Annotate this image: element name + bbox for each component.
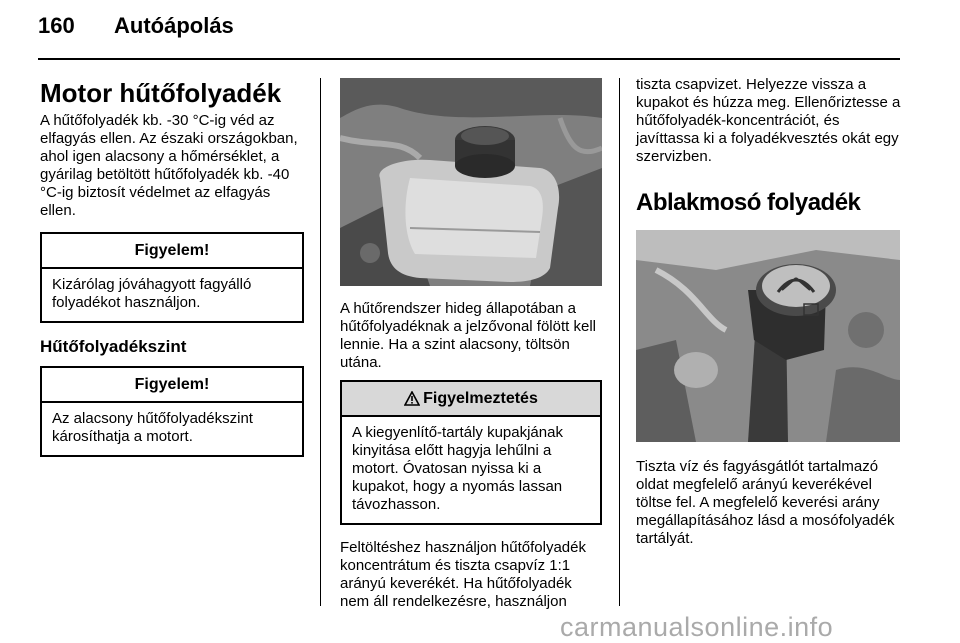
notice-box-1 [40, 232, 304, 323]
coolant-heading: Motor hűtőfolyadék [40, 78, 282, 108]
notice-box-2 [40, 366, 304, 457]
warning-title: Figyelmeztetés [423, 389, 538, 407]
notice-title-1: Figyelem! [42, 234, 302, 269]
notice-text-1: Kizárólag jóváhagyott fagyálló folyadékot használjon. [52, 276, 252, 311]
coolant-caption: A hűtőrendszer hideg állapotában a hűtőfolyadéknak a jelzővonal fölött kell lennie. Ha a szint alacsony, töltsön utána. [340, 300, 596, 371]
column-2 [340, 68, 602, 611]
washer-reservoir-image [636, 230, 900, 442]
watermark: carmanualsonline.info [560, 612, 834, 642]
coolant-level-subheading: Hűtőfolyadékszint [40, 337, 187, 356]
section-title: Autóápolás [114, 13, 234, 38]
column-3 [636, 68, 904, 548]
washer-fluid-heading: Ablakmosó folyadék [636, 189, 861, 216]
washer-caption: Tiszta víz és fagyásgátlót tartalmazó oldat megfelelő arányú keverékével töltse fel. A megfelelő keverési arány megállapításához lásd a mosófolyadék tartályát. [636, 458, 895, 547]
notice-text-2: Az alacsony hűtőfolyadékszint károsíthatja a motort. [52, 410, 253, 445]
coolant-fill-text: Feltöltéshez használjon hűtőfolyadék koncentrátum és tiszta csapvíz 1:1 arányú keverékét. Ha hűtőfolyadék nem áll rendelkezésre, használjon [340, 539, 586, 610]
page-number: 160 [38, 13, 75, 38]
header-rule [38, 58, 900, 60]
coolant-intro: A hűtőfolyadék kb. -30 °C-ig véd az elfagyás ellen. Az északi országokban, ahol igen alacsony a hőmérséklet, a gyárilag betöltött hűtőfolyadék kb. -40 °C-ig biztosít védelmet az elfagyás ellen. [40, 112, 298, 219]
warning-triangle-icon [404, 391, 420, 406]
column-divider-left [320, 78, 321, 606]
warning-header [342, 382, 600, 417]
warning-text: A kiegyenlítő-tartály kupakjának kinyitása előtt hagyja lehűlni a motort. Óvatosan nyissa ki a kupakot, hogy a nyomás lassan távozhasson. [352, 424, 563, 513]
notice-title-2: Figyelem! [42, 368, 302, 403]
column-divider-right [619, 78, 620, 606]
warning-box [340, 380, 602, 525]
coolant-reservoir-image [340, 78, 602, 286]
column-1 [40, 68, 304, 457]
coolant-continuation: tiszta csapvizet. Helyezze vissza a kupakot és húzza meg. Ellenőriztesse a hűtőfolyadék-koncentrációt, és javíttassa ki a folyadékvesztés okát egy szervizben. [636, 76, 901, 165]
